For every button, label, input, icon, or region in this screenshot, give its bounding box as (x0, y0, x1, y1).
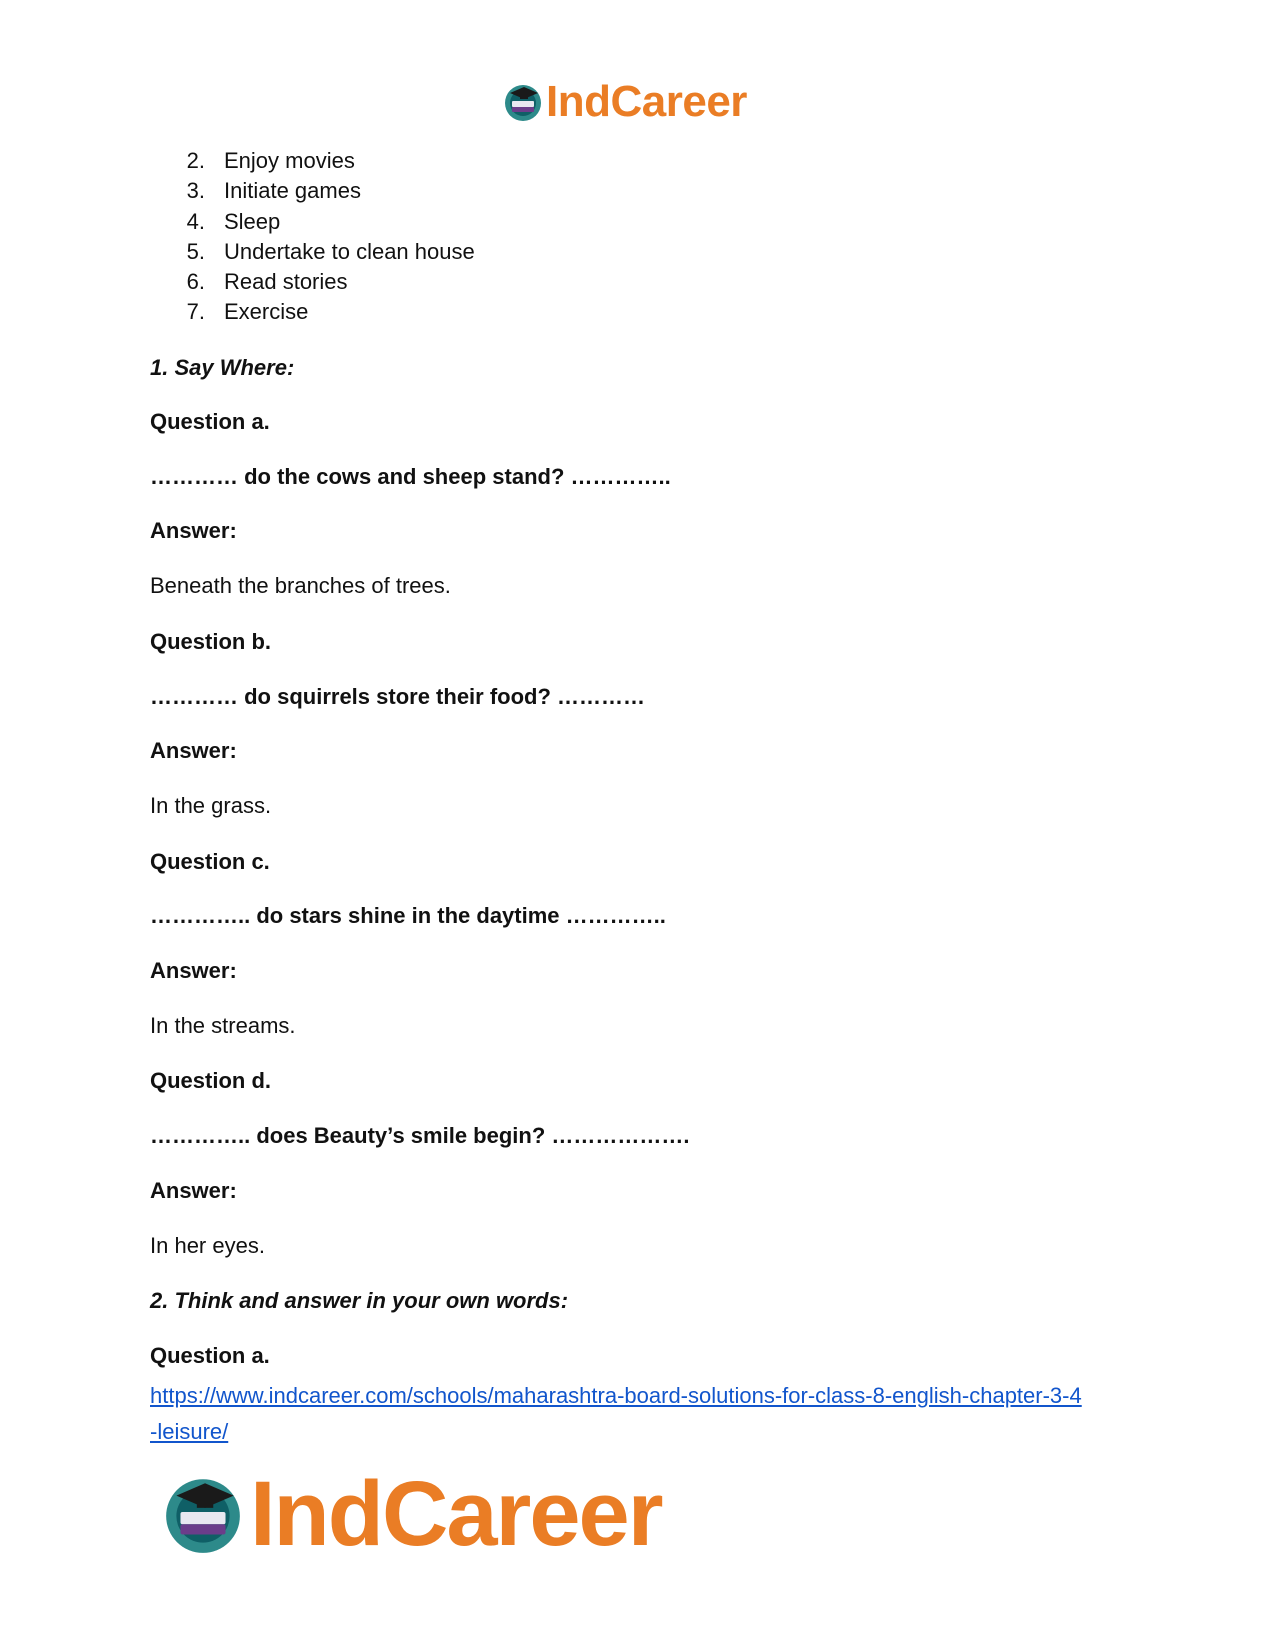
list-item: 4. Sleep (186, 208, 281, 234)
header-logo (502, 77, 747, 126)
question-label: Question c. (150, 849, 270, 874)
section-heading: 1. Say Where: (150, 355, 295, 380)
answer-label: Answer: (150, 1178, 237, 1203)
logo-wordmark: IndCareer (546, 77, 747, 126)
answer-text: In her eyes. (150, 1233, 265, 1258)
graduate-globe-icon (160, 1471, 246, 1557)
question-label: Question a. (150, 1343, 270, 1368)
answer-label: Answer: (150, 738, 237, 763)
answer-label: Answer: (150, 518, 237, 543)
question-prompt: ………….. does Beauty’s smile begin? ………………. (150, 1123, 690, 1148)
list-item: 6. Read stories (186, 269, 348, 295)
answer-text: Beneath the branches of trees. (150, 573, 451, 598)
answer-label: Answer: (150, 958, 237, 983)
question-label: Question a. (150, 409, 270, 434)
question-prompt: ………… do squirrels store their food? ………… (150, 684, 646, 709)
source-link[interactable]: https://www.indcareer.com/schools/maharashtra-board-solutions-for-class-8-english-chapter-3-4 -leisure/ (150, 1383, 1082, 1444)
answer-text: In the streams. (150, 1013, 296, 1038)
list-item: 7. Exercise (186, 299, 309, 325)
question-label: Question b. (150, 629, 271, 654)
question-prompt: ………… do the cows and sheep stand? ………….. (150, 464, 671, 489)
answer-text: In the grass. (150, 793, 272, 818)
logo-wordmark: IndCareer (250, 1463, 662, 1565)
question-label: Question d. (150, 1068, 271, 1093)
footer-logo (160, 1463, 662, 1565)
graduate-globe-icon (502, 81, 544, 123)
section-heading: 2. Think and answer in your own words: (150, 1288, 569, 1313)
question-prompt: ………….. do stars shine in the daytime ………….. (150, 903, 666, 928)
list-item: 3. Initiate games (186, 178, 361, 204)
list-item: 5. Undertake to clean house (186, 238, 475, 264)
list-item: 2. Enjoy movies (186, 148, 355, 173)
continued-list (150, 146, 475, 328)
